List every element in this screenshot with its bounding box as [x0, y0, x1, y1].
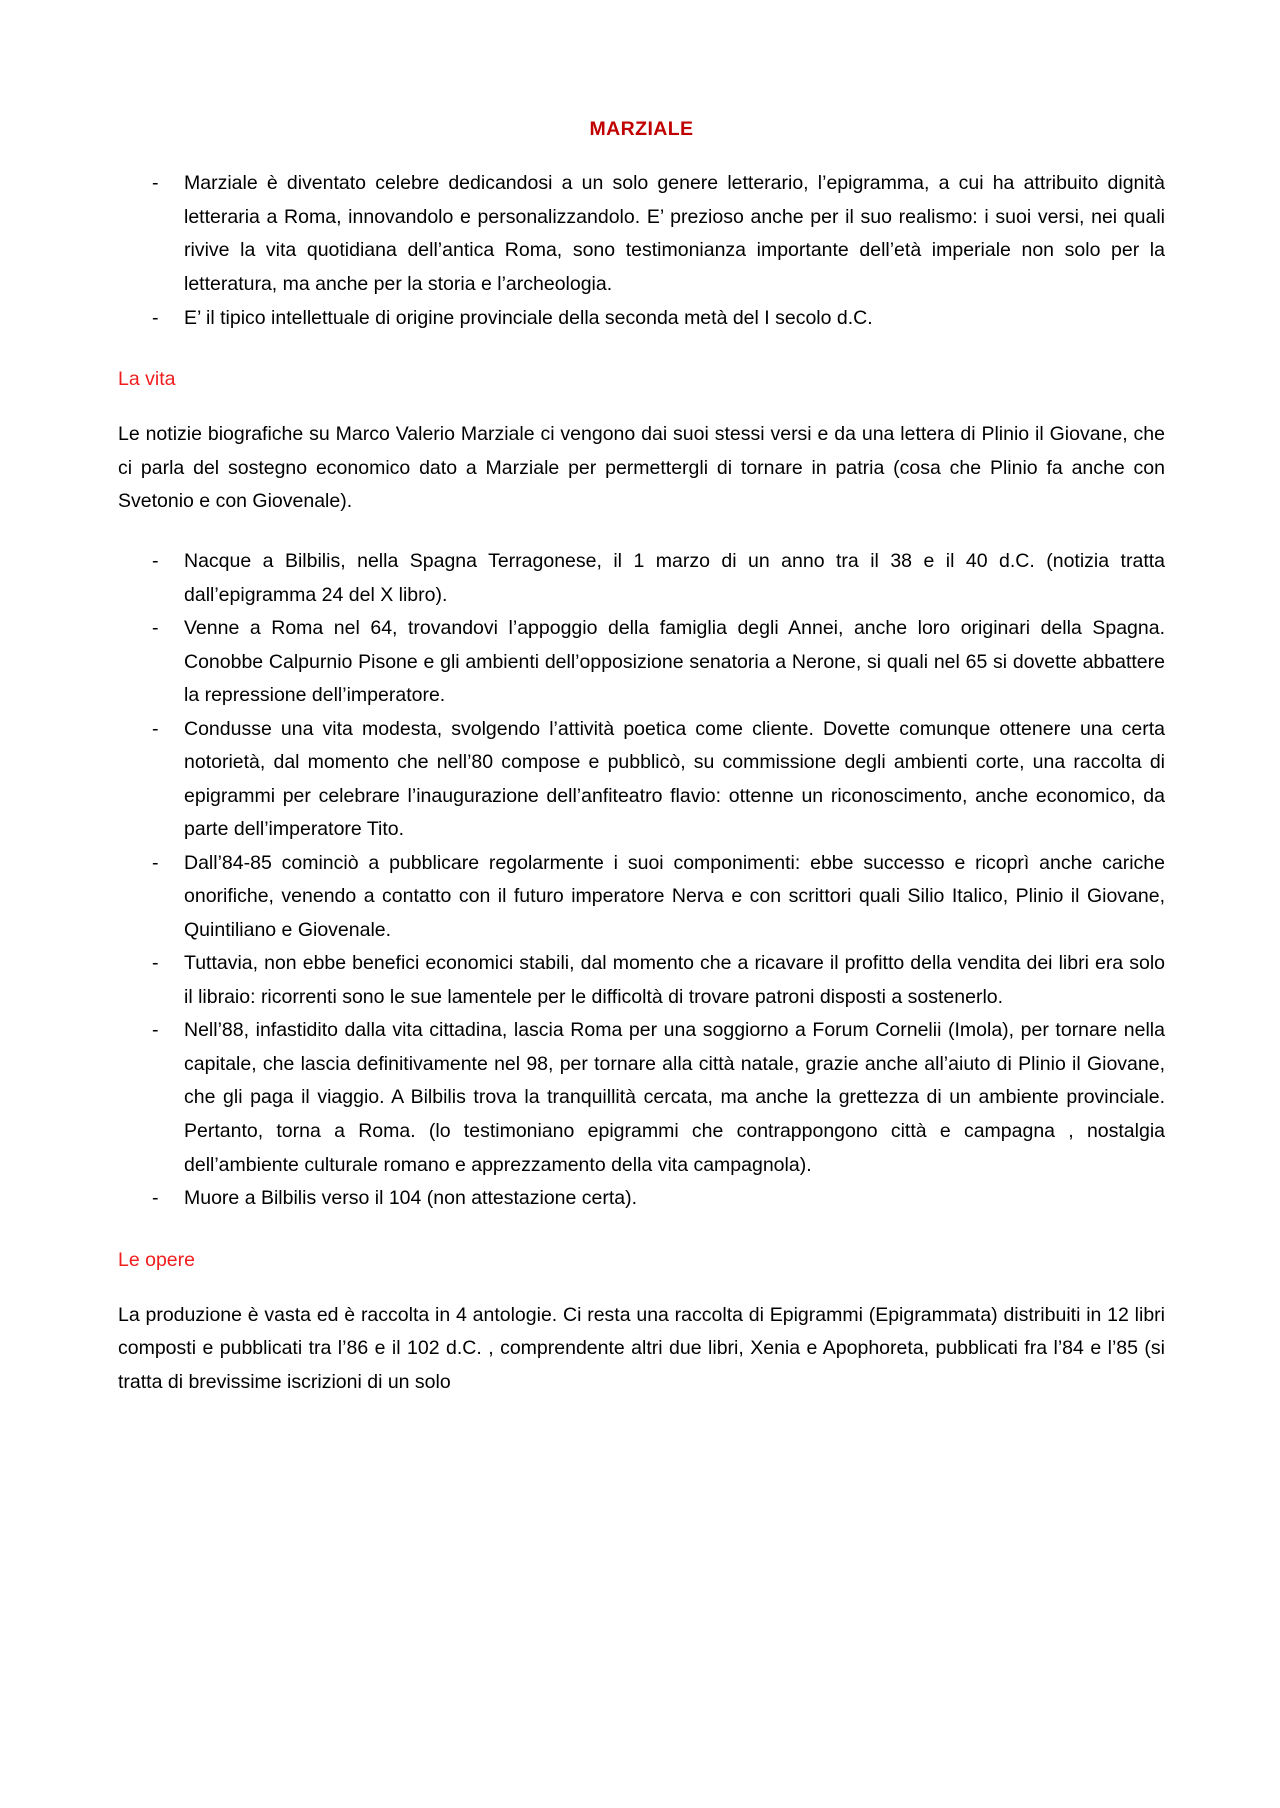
list-item — [118, 713, 1165, 847]
bullet-marker: - — [152, 717, 159, 740]
list-item — [118, 847, 1165, 948]
list-item-text: Venne a Roma nel 64, trovandovi l’appoggio della famiglia degli Annei, anche loro originari della Spagna. Conobbe Calpurnio Pisone e gli ambienti dell’opposizione senatoria a Nerone, si quali nel 65 si dovette abbattere la repressione dell’imperatore. — [184, 617, 1165, 707]
list-item — [118, 1182, 1165, 1216]
list-item-text: Dall’84-85 cominciò a pubblicare regolarmente i suoi componimenti: ebbe successo e ricoprì anche cariche onorifiche, venendo a contatto con il futuro imperatore Nerva e con scrittori quali Silio Italico, Plinio il Giovane, Quintiliano e Giovenale. — [184, 851, 1165, 941]
list-item-text: Muore a Bilbilis verso il 104 (non attestazione certa). — [184, 1187, 638, 1210]
list-item — [118, 167, 1165, 301]
list-item — [118, 302, 1165, 336]
section-heading-la-vita: La vita — [118, 368, 176, 391]
list-item-text: Condusse una vita modesta, svolgendo l’attività poetica come cliente. Dovette comunque ottenere una certa notorietà, dal momento che nell’80 compose e pubblicò, su commissione degli ambienti corte, una raccolta di epigrammi per celebrare l’inaugurazione dell’anfiteatro flavio: ottenne un riconoscimento, anche economico, da parte dell’imperatore Tito. — [184, 717, 1165, 841]
list-item-text: Marziale è diventato celebre dedicandosi a un solo genere letterario, l’epigramma, a cui ha attribuito dignità letteraria a Roma, innovandolo e personalizzandolo. E’ prezioso anche per il suo realismo: i suoi versi, nei quali rivive la vita quotidiana dell’antica Roma, sono testimonianza importante dell’età imperiale non solo per la letteratura, ma anche per la storia e l’archeologia. — [184, 172, 1165, 295]
intro-bullet-list — [118, 167, 1165, 335]
bullet-marker: - — [152, 851, 159, 874]
list-item — [118, 545, 1165, 612]
bullet-marker: - — [152, 1187, 159, 1210]
section-paragraph-le-opere: La produzione è vasta ed è raccolta in 4 antologie. Ci resta una raccolta di Epigrammi (Epigrammata) distribuiti in 12 libri composti e pubblicati tra l’86 e il 102 d.C. , comprendente altri due libri, Xenia e Apophoreta, pubblicati fra l’84 e l’85 (si tratta di brevissime iscrizioni di un solo — [118, 1303, 1165, 1394]
spacer — [118, 531, 1165, 545]
bullet-marker: - — [152, 952, 159, 975]
section-paragraph-la-vita: Le notizie biografiche su Marco Valerio Marziale ci vengono dai suoi stessi versi e da una lettera di Plinio il Giovane, che ci parla del sostegno economico dato a Marziale per permettergli di tornare in patria (cosa che Plinio fa anche con Svetonio e con Giovenale). — [118, 423, 1165, 513]
list-item-text: E’ il tipico intellettuale di origine provinciale della seconda metà del I secolo d.C. — [184, 306, 873, 329]
bullet-marker: - — [152, 172, 159, 195]
list-item — [118, 612, 1165, 713]
list-item — [118, 947, 1165, 1014]
bullet-marker: - — [152, 306, 159, 329]
bullet-marker: - — [152, 617, 159, 640]
bullet-marker: - — [152, 1019, 159, 1042]
la-vita-bullet-list — [118, 545, 1165, 1216]
list-item-text: Nacque a Bilbilis, nella Spagna Terragonese, il 1 marzo di un anno tra il 38 e il 40 d.C. (notizia tratta dall’epigramma 24 del X libro). — [184, 549, 1165, 606]
list-item-text: Nell’88, infastidito dalla vita cittadina, lascia Roma per una soggiorno a Forum Cornelii (Imola), per tornare nella capitale, che lascia definitivamente nel 98, per tornare alla città natale, grazie anche all’aiuto di Plinio il Giovane, che gli paga il viaggio. A Bilbilis trova la tranquillità cercata, ma anche la grettezza di un ambiente provinciale. Pertanto, torna a Roma. (lo testimoniano epigrammi che contrappongono città e campagna , nostalgia dell’ambiente culturale romano e apprezzamento della vita campagnola). — [184, 1019, 1165, 1176]
list-item-text: Tuttavia, non ebbe benefici economici stabili, dal momento che a ricavare il profitto della vendita dei libri era solo il libraio: ricorrenti sono le sue lamentele per le difficoltà di trovare patroni disposti a sostenerlo. — [184, 952, 1165, 1008]
bullet-marker: - — [152, 549, 159, 572]
page-title: MARZIALE — [589, 118, 694, 140]
section-heading-le-opere: Le opere — [118, 1248, 195, 1271]
list-item — [118, 1014, 1165, 1182]
